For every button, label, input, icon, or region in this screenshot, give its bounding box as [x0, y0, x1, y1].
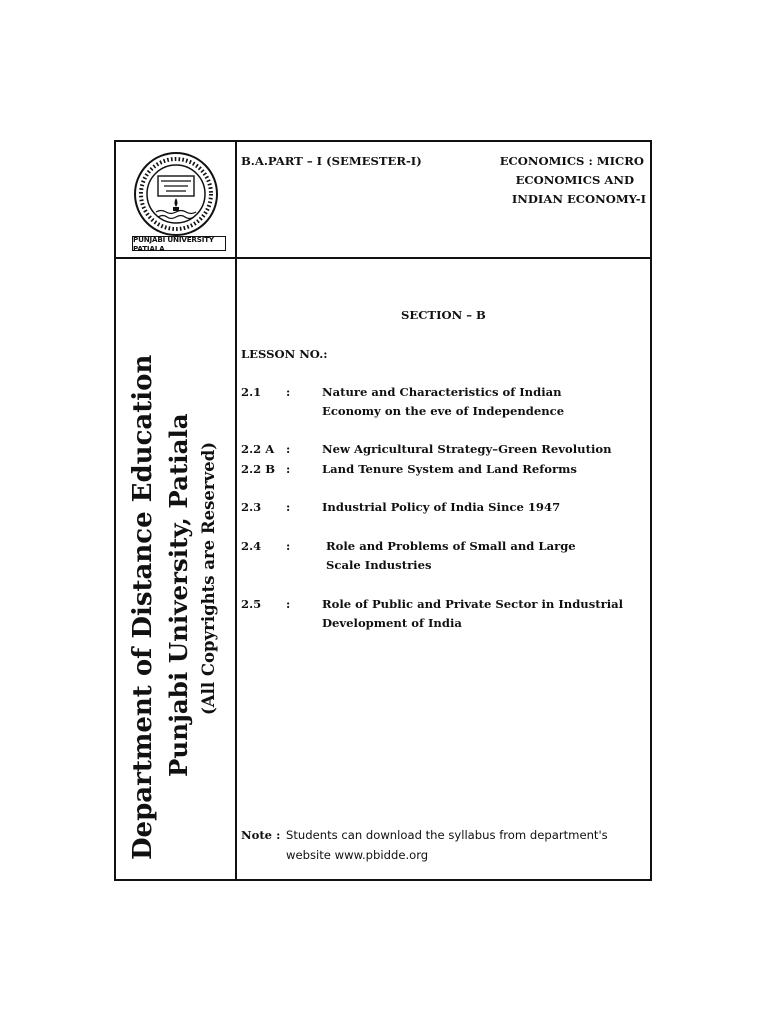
- lesson-separator: :: [286, 539, 291, 553]
- lesson-title: Role and Problems of Small and Large: [322, 539, 576, 553]
- lesson-separator: :: [286, 462, 291, 476]
- subject-line-3: INDIAN ECONOMY-I: [511, 192, 646, 206]
- lesson-title: Nature and Characteristics of Indian: [322, 385, 562, 399]
- lesson-number: 2.2 B: [241, 462, 276, 476]
- lesson-number: 2.2 A: [241, 442, 275, 456]
- lesson-title: New Agricultural Strategy–Green Revolution: [322, 442, 612, 456]
- course-part: B.A.PART – I (SEMESTER-I): [241, 154, 422, 168]
- horizontal-divider: [116, 257, 650, 259]
- logo-caption: PUNJABI UNIVERSITY PATIALA: [132, 236, 226, 251]
- lesson-title: Scale Industries: [322, 558, 432, 572]
- section-title: SECTION – B: [401, 308, 486, 322]
- lesson-title: Development of India: [322, 616, 462, 630]
- lesson-title: Economy on the eve of Independence: [322, 404, 565, 418]
- lesson-number: 2.5: [241, 597, 262, 611]
- university-title: Punjabi University, Patiala: [164, 413, 193, 777]
- note-text: Students can download the syllabus from department's: [286, 828, 608, 842]
- lesson-separator: :: [286, 442, 291, 456]
- subject-line-1: ECONOMICS : MICRO: [499, 154, 644, 168]
- lesson-number: 2.3: [241, 500, 262, 514]
- vertical-divider: [235, 142, 237, 879]
- note-label: Note :: [241, 828, 281, 842]
- lesson-separator: :: [286, 385, 291, 399]
- note-text: website www.pbidde.org: [286, 848, 429, 862]
- lesson-number: 2.4: [241, 539, 262, 553]
- lesson-separator: :: [286, 500, 291, 514]
- lesson-label: LESSON NO.:: [241, 347, 328, 361]
- lesson-title: Land Tenure System and Land Reforms: [322, 462, 577, 476]
- lesson-title: Industrial Policy of India Since 1947: [322, 500, 561, 514]
- subject-line-2: ECONOMICS AND: [515, 173, 634, 187]
- lesson-separator: :: [286, 597, 291, 611]
- lesson-title: Role of Public and Private Sector in Industrial: [322, 597, 624, 611]
- department-title: Department of Distance Education: [128, 354, 158, 860]
- sidebar-titles: [126, 270, 230, 875]
- document-frame: [114, 140, 652, 881]
- copyright-notice: (All Copyrights are Reserved): [199, 441, 218, 715]
- lesson-number: 2.1: [241, 385, 262, 399]
